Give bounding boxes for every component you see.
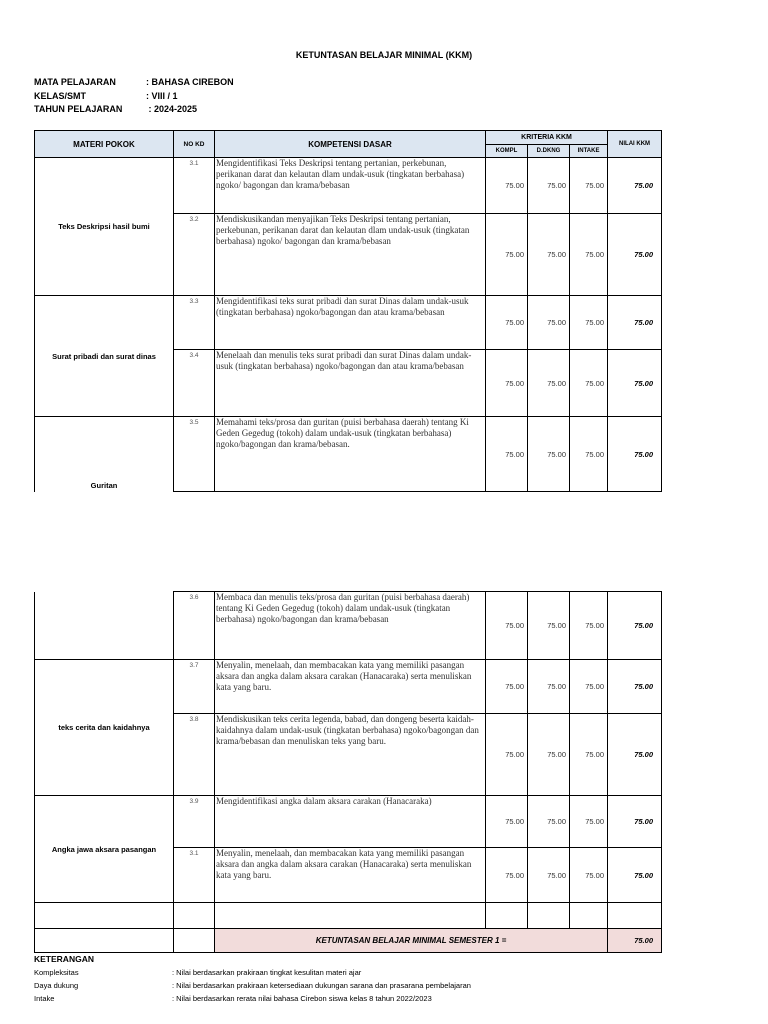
kompl-value: 75.00 [486, 796, 528, 848]
table-row [35, 660, 662, 714]
intake-value: 75.00 [570, 796, 608, 848]
kd-number: 3.1 [174, 848, 215, 903]
intake-value: 75.00 [570, 158, 608, 214]
kd-text: Mengidentifikasi teks surat pribadi dan surat Dinas dalam undak-usuk (tingkatan berbahasa) ngoko/bagongan dan atau krama/bebasan [215, 296, 486, 350]
kd-text: Menyalin, menelaah, dan membacakan kata yang memiliki pasangan aksara dan angka dalam aksara carakan (Hanacaraka) serta menuliskan kata yang baru. [215, 660, 486, 714]
kompl-value: 75.00 [486, 417, 528, 492]
kd-number: 3.4 [174, 350, 215, 417]
meta-year [34, 104, 197, 114]
materi-cell: teks cerita dan kaidahnya [35, 660, 174, 796]
kd-number: 3.7 [174, 660, 215, 714]
header-dkng: D.DKNG [528, 145, 570, 158]
nilai-value: 75.00 [608, 714, 662, 796]
nilai-value: 75.00 [608, 350, 662, 417]
kd-number: 3.1 [174, 158, 215, 214]
kompl-value: 75.00 [486, 296, 528, 350]
kompl-value: 75.00 [486, 158, 528, 214]
keterangan-item [34, 968, 361, 977]
nilai-value: 75.00 [608, 158, 662, 214]
summary-label: KETUNTASAN BELAJAR MINIMAL SEMESTER 1 = [215, 929, 608, 953]
dkng-value: 75.00 [528, 350, 570, 417]
kkm-table-lower [34, 591, 662, 953]
meta-label: TAHUN PELAJARAN [34, 104, 123, 114]
kd-text: Membaca dan menulis teks/prosa dan guritan (puisi berbahasa daerah) tentang Ki Geden Gegedug (tokoh) dalam undak-usuk (tingkatan berbahasa) ngoko/bagongan dan krama/bebasan [215, 592, 486, 660]
table-row [35, 592, 662, 660]
kompl-value: 75.00 [486, 848, 528, 903]
nilai-value: 75.00 [608, 417, 662, 492]
summary-row [35, 929, 662, 953]
intake-value: 75.00 [570, 848, 608, 903]
kd-text: Mendiskusikandan menyajikan Teks Deskripsi tentang pertanian, perkebunan, perikanan darat dan kelautan dlam undak-usuk (tingkatan berbahasa) ngoko/ bagongan dan krama/bebasan [215, 214, 486, 296]
intake-value: 75.00 [570, 417, 608, 492]
nilai-value: 75.00 [608, 660, 662, 714]
keterangan-label: Daya dukung [34, 981, 79, 990]
meta-value: : VIII / 1 [146, 91, 178, 101]
keterangan-value: : Nilai berdasarkan rerata nilai bahasa Cirebon siswa kelas 8 tahun 2022/2023 [172, 994, 432, 1003]
intake-value: 75.00 [570, 592, 608, 660]
header-kompetensi-dasar: KOMPETENSI DASAR [215, 131, 486, 158]
materi-cell: Surat pribadi dan surat dinas [35, 296, 174, 417]
keterangan-value: : Nilai berdasarkan prakiraan tingkat kesulitan materi ajar [172, 968, 362, 977]
kompl-value: 75.00 [486, 350, 528, 417]
dkng-value: 75.00 [528, 417, 570, 492]
table-row [35, 417, 662, 492]
dkng-value: 75.00 [528, 714, 570, 796]
keterangan-value: : Nilai berdasarkan prakiraan ketersediaan dukungan sarana dan prasarana pembelajaran [172, 981, 471, 990]
kd-number: 3.5 [174, 417, 215, 492]
nilai-value: 75.00 [608, 796, 662, 848]
nilai-value: 75.00 [608, 296, 662, 350]
materi-cell: Teks Deskripsi hasil bumi [35, 158, 174, 296]
kd-number: 3.9 [174, 796, 215, 848]
intake-value: 75.00 [570, 714, 608, 796]
keterangan-label: Kompleksitas [34, 968, 79, 977]
kompl-value: 75.00 [486, 592, 528, 660]
dkng-value: 75.00 [528, 214, 570, 296]
kd-number: 3.3 [174, 296, 215, 350]
page-title: KETUNTASAN BELAJAR MINIMAL (KKM) [295, 50, 473, 60]
dkng-value: 75.00 [528, 296, 570, 350]
nilai-value: 75.00 [608, 848, 662, 903]
meta-value: : BAHASA CIREBON [146, 77, 234, 87]
intake-value: 75.00 [570, 350, 608, 417]
kkm-table-upper [34, 130, 662, 492]
summary-value: 75.00 [608, 929, 662, 953]
header-no-kd: NO KD [174, 131, 215, 158]
kompl-value: 75.00 [486, 214, 528, 296]
kd-text: Mengidentifikasi angka dalam aksara carakan (Hanacaraka) [215, 796, 486, 848]
kd-number: 3.8 [174, 714, 215, 796]
meta-class [34, 91, 178, 101]
kd-text: Mendiskusikan teks cerita legenda, babad, dan dongeng beserta kaidah-kaidahnya dalam undak-usuk (tingkatan berbahasa) ngoko/bagongan dan krama/bebasan dan menuliskan teks yang baru. [215, 714, 486, 796]
table-row [35, 158, 662, 214]
kd-number: 3.2 [174, 214, 215, 296]
kompl-value: 75.00 [486, 714, 528, 796]
kompl-value: 75.00 [486, 660, 528, 714]
kd-number: 3.6 [174, 592, 215, 660]
nilai-value: 75.00 [608, 592, 662, 660]
table-row [35, 796, 662, 848]
nilai-value: 75.00 [608, 214, 662, 296]
dkng-value: 75.00 [528, 158, 570, 214]
keterangan-item [34, 981, 471, 990]
header-nilai-kkm: NILAI KKM [608, 131, 662, 158]
meta-label: MATA PELAJARAN [34, 77, 116, 87]
kd-text: Menelaah dan menulis teks surat pribadi dan surat Dinas dalam undak-usuk (tingkatan berbahasa) ngoko/bagongan dan atau krama/bebasan [215, 350, 486, 417]
keterangan-item [34, 994, 432, 1003]
empty-row [35, 903, 662, 929]
kd-text: Menyalin, menelaah, dan membacakan kata yang memiliki pasangan aksara dan angka dalam aksara carakan (Hanacaraka) serta menuliskan kata yang baru. [215, 848, 486, 903]
materi-cell [35, 592, 174, 660]
materi-cell: Angka jawa aksara pasangan [35, 796, 174, 903]
meta-value: : 2024-2025 [146, 104, 198, 114]
intake-value: 75.00 [570, 296, 608, 350]
dkng-value: 75.00 [528, 592, 570, 660]
keterangan-label: Intake [34, 994, 55, 1003]
header-materi-pokok: MATERI POKOK [35, 131, 174, 158]
meta-label: KELAS/SMT [34, 91, 87, 101]
intake-value: 75.00 [570, 214, 608, 296]
header-intake: INTAKE [570, 145, 608, 158]
meta-subject [34, 77, 234, 87]
kd-text: Memahami teks/prosa dan guritan (puisi berbahasa daerah) tentang Ki Geden Gegedug (tokoh) dalam undak-usuk (tingkatan berbahasa) ngoko/bagongan dan krama/bebasan. [215, 417, 486, 492]
dkng-value: 75.00 [528, 848, 570, 903]
dkng-value: 75.00 [528, 796, 570, 848]
header-kompl: KOMPL [486, 145, 528, 158]
intake-value: 75.00 [570, 660, 608, 714]
header-kriteria-kkm: KRITERIA KKM [486, 131, 608, 145]
dkng-value: 75.00 [528, 660, 570, 714]
table-row [35, 296, 662, 350]
kd-text: Mengidentifikasi Teks Deskripsi tentang pertanian, perkebunan, perikanan darat dan kelautan dlam undak-usuk (tingkatan berbahasa) ngoko/ bagongan dan krama/bebasan [215, 158, 486, 214]
materi-cell: Guritan [35, 417, 174, 492]
keterangan-heading: KETERANGAN [34, 954, 94, 964]
